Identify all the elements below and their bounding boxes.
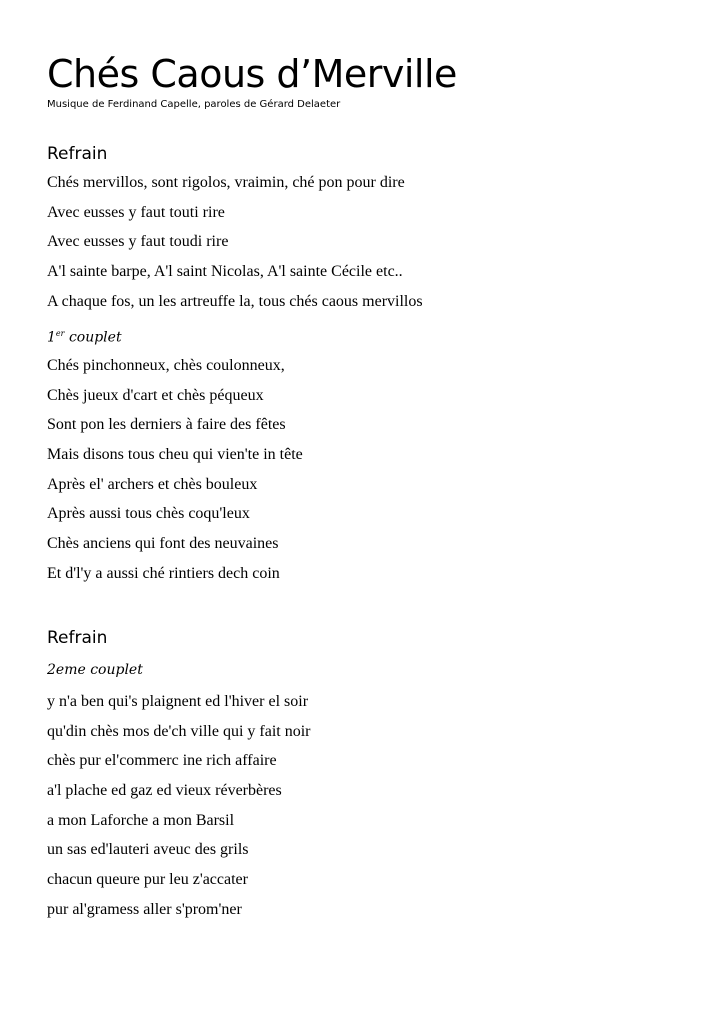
lyric-line: chès pur el'commerc ine rich affaire xyxy=(47,752,277,770)
lyric-line: Après aussi tous chès coqu'leux xyxy=(47,505,250,523)
song-title: Chés Caous d’Merville xyxy=(47,52,457,96)
couplet-1-label xyxy=(47,325,122,347)
refrain-heading-repeat: Refrain xyxy=(47,628,108,648)
document-page xyxy=(47,0,697,1024)
lyric-line: Avec eusses y faut touti rire xyxy=(47,203,225,221)
couplet-1-word: couplet xyxy=(68,329,122,346)
lyric-line: qu'din chès mos de'ch ville qui y fait noir xyxy=(47,722,311,740)
lyric-line: Chés pinchonneux, chès coulonneux, xyxy=(47,357,285,374)
refrain-heading: Refrain xyxy=(47,144,108,164)
couplet-1-lines xyxy=(47,355,303,593)
lyric-line: A chaque fos, un les artreuffe la, tous chés caous mervillos xyxy=(47,292,423,310)
lyric-line: pur al'gramess aller s'prom'ner xyxy=(47,900,242,918)
lyric-line: Mais disons tous cheu qui vien'te in tête xyxy=(47,446,303,464)
lyric-line: Sont pon les derniers à faire des fêtes xyxy=(47,416,286,434)
couplet-1-number: 1 xyxy=(47,329,56,346)
lyric-line: Chès jueux d'cart et chès péqueux xyxy=(47,386,264,404)
couplet-1-ordinal: er xyxy=(55,329,65,338)
couplet-2-label: 2eme couplet xyxy=(47,662,143,678)
couplet-2-lines xyxy=(47,691,311,929)
lyric-line: chacun queure pur leu z'accater xyxy=(47,871,248,889)
lyric-line: y n'a ben qui's plaignent ed l'hiver el soir xyxy=(47,693,309,710)
lyric-line: Chés mervillos, sont rigolos, vraimin, ché pon pour dire xyxy=(47,174,405,191)
refrain-lines xyxy=(47,172,423,320)
lyric-line: a'l plache ed gaz ed vieux réverbères xyxy=(47,782,282,800)
lyric-line: A'l sainte barpe, A'l saint Nicolas, A'l sainte Cécile etc.. xyxy=(47,263,403,281)
lyric-line: Après el' archers et chès bouleux xyxy=(47,475,258,493)
song-credits: Musique de Ferdinand Capelle, paroles de Gérard Delaeter xyxy=(47,99,341,110)
lyric-line: Chès anciens qui font des neuvaines xyxy=(47,535,279,553)
lyric-line: Avec eusses y faut toudi rire xyxy=(47,233,229,251)
lyric-line: un sas ed'lauteri aveuc des grils xyxy=(47,841,249,859)
lyric-line: a mon Laforche a mon Barsil xyxy=(47,811,235,829)
lyric-line: Et d'l'y a aussi ché rintiers dech coin xyxy=(47,564,280,582)
